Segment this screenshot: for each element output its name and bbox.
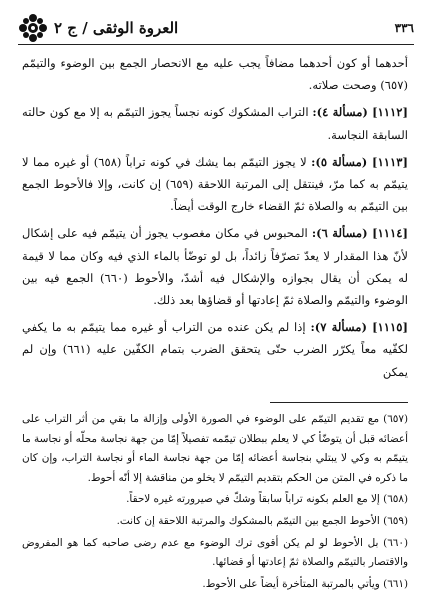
- page-header: [18, 12, 414, 44]
- footnote: (٦٥٧) مع تقديم التيمّم على الوضوء في الصورة الأولى وإزالة ما بقي من أثر التراب على أعضائه قبل أن يتوضّأ كي لا يعلم ببطلان تيمّمه تفصيلاً إمّا من جهة نجاسة محلّه أو نجاسة ما يتيمّم به وكي لا يبتلي بنجاسة أعضائه إمّا من جهة نجاسة الماء أو نجاسة التراب، وإن كان ما ذكره في المتن من الحكم بتقديم التيمّم لا يخلو من مناقشة إلا أنّه أحوط.: [22, 413, 408, 484]
- issue-label: [١١١٥] (مسألة ٧):: [310, 320, 408, 335]
- header-left: [18, 13, 178, 43]
- issue-text: إذا لم يكن عنده من التراب أو غيره مما يتيمّم به ما يكفي لكفّيه معاً يكرّر الضرب حتّى يتحقق الضرب بتمام الكفّين عليه (٦٦١) وإن لم يمكن: [22, 320, 408, 379]
- header-rule: [18, 44, 414, 45]
- footnote: (٦٦١) ويأتي بالمرتبة المتأخرة أيضاً على الأحوط.: [202, 577, 408, 590]
- paragraph-text: أحدهما أو كون أحدهما مضافاً يجب عليه مع الانحصار الجمع بين الوضوء والتيمّم (٦٥٧) وصحت صلاته.: [22, 56, 408, 93]
- issue-label: [١١١٢] (مسألة ٤):: [312, 105, 408, 120]
- issue-paragraph: [22, 151, 408, 218]
- issue-paragraph: [22, 316, 408, 383]
- running-title: العروة الوثقى / ج ٢: [54, 19, 179, 37]
- issue-label: [١١١٤] (مسألة ٦):: [311, 226, 408, 241]
- footnote: (٦٦٠) بل الأحوط لو لم يكن أقوى ترك الوضوء مع عدم رضى صاحبه كما هو المفروض والاقتصار بالتيمّم والصلاة ثمّ إعادتها أو قضائها.: [22, 536, 408, 569]
- page-number: ٣٣٦: [394, 21, 414, 35]
- footnotes: [22, 410, 408, 596]
- issue-paragraph: [22, 101, 408, 145]
- issue-paragraph: [22, 222, 408, 311]
- ornament-icon: [18, 13, 48, 43]
- paragraph: [22, 52, 408, 96]
- main-text: [22, 52, 408, 388]
- footnote-separator: [270, 402, 408, 403]
- footnote: (٦٥٩) الأحوط الجمع بين التيمّم بالمشكوك والمرتبة اللاحقة إن كانت.: [116, 514, 408, 527]
- issue-text: التراب المشكوك كونه نجساً يجوز التيمّم به إلا مع كون حالته السابقة النجاسة.: [22, 105, 408, 142]
- issue-text: المحبوس في مكان مغصوب يجوز أن يتيمّم فيه على إشكال لأنّ هذا المقدار لا يعدّ تصرّفاً زائداً، بل لو توضّأ بالماء الذي فيه وكان مما لا قيمة له يمكن أن يقال بجوازه والإشكال فيه أشدّ، والأحوط (٦٦٠) الجمع فيه بين الوضوء والتيمّم والصلاة ثمّ إعادتها أو قضاؤها بعد ذلك.: [22, 226, 408, 308]
- footnote: (٦٥٨) إلا مع العلم بكونه تراباً سابقاً وشكّ في صيرورته غيره لاحقاً.: [126, 493, 408, 506]
- issue-label: [١١١٣] (مسألة ٥):: [311, 154, 408, 169]
- issue-text: لا يجوز التيمّم بما يشك في كونه تراباً (٦٥٨) أو غيره مما لا يتيمّم به كما مرّ، فينتقل إلى المرتبة اللاحقة (٦٥٩) إن كانت، وإلا فالأحوط الجمع بين التيمّم به والصلاة ثمّ القضاء خارج الوقت أيضاً.: [22, 154, 408, 214]
